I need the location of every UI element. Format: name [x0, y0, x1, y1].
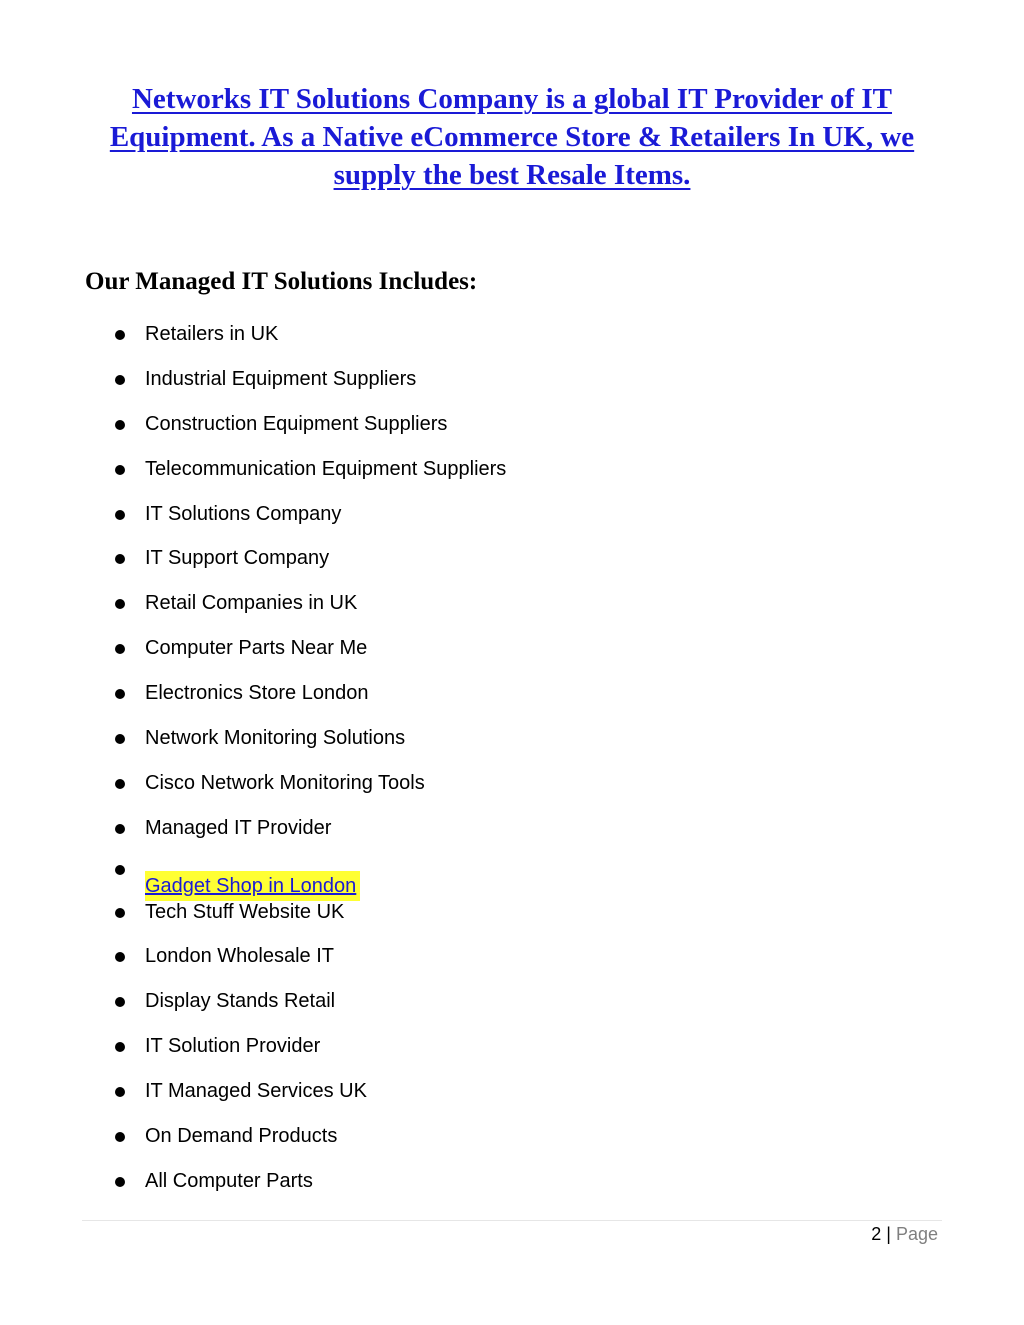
bullet-icon — [115, 375, 125, 385]
list-item-label: Network Monitoring Solutions — [145, 727, 406, 750]
list-item-label: Tech Stuff Website UK — [145, 900, 345, 923]
list-item-label: London Wholesale IT — [145, 945, 335, 968]
bullet-icon — [115, 330, 125, 340]
list-item-label: Retailers in UK — [145, 323, 279, 345]
bullet-icon — [115, 554, 125, 564]
page-label: Page — [895, 1224, 938, 1244]
bullet-icon — [115, 1042, 125, 1052]
list-item-label: Industrial Equipment Suppliers — [145, 367, 417, 390]
list-item-label: All Computer Parts — [145, 1169, 313, 1192]
page-footer — [871, 1222, 938, 1246]
list-item-label: IT Solution Provider — [145, 1035, 321, 1058]
bullet-icon — [115, 779, 125, 789]
intro-heading-link[interactable]: Networks IT Solutions Company is a global IT Provider of IT Equipment. As a Native eCommerce Store & Retailers In UK, we supply the best Resale Items. — [109, 83, 915, 191]
section-title: Our Managed IT Solutions Includes: — [85, 268, 478, 295]
list-item-label: Telecommunication Equipment Suppliers — [145, 457, 507, 480]
bullet-icon — [115, 644, 125, 654]
list-item-label: On Demand Products — [145, 1125, 338, 1148]
bullet-icon — [115, 1177, 125, 1187]
list-item-label: Construction Equipment Suppliers — [145, 412, 448, 435]
bullet-icon — [115, 420, 125, 430]
list-item-label: Display Stands Retail — [145, 990, 336, 1013]
list-item-label: Retail Companies in UK — [145, 592, 358, 615]
bullet-icon — [115, 824, 125, 834]
bullet-icon — [115, 510, 125, 520]
footer-divider — [82, 1220, 942, 1221]
list-item-label: IT Support Company — [145, 547, 330, 570]
page-number: 2 — [871, 1224, 882, 1244]
page-separator: | — [886, 1224, 891, 1244]
bullet-icon — [115, 734, 125, 744]
list-item-label: Electronics Store London — [145, 682, 369, 705]
bullet-icon — [115, 689, 125, 699]
bullet-icon — [115, 599, 125, 609]
bullet-icon — [115, 1132, 125, 1142]
bullet-icon — [115, 1087, 125, 1097]
list-item-label: Computer Parts Near Me — [145, 637, 368, 660]
list-item-label: IT Solutions Company — [145, 502, 342, 525]
list-item-label: Cisco Network Monitoring Tools — [145, 771, 425, 794]
bullet-icon — [115, 465, 125, 475]
bullet-icon — [115, 952, 125, 962]
bullet-icon — [115, 865, 125, 875]
list-item-label: Managed IT Provider — [145, 816, 332, 839]
gadget-shop-link[interactable]: Gadget Shop in London — [145, 871, 360, 901]
list-item-label: IT Managed Services UK — [145, 1080, 367, 1103]
bullet-icon — [115, 908, 125, 918]
bullet-icon — [115, 997, 125, 1007]
